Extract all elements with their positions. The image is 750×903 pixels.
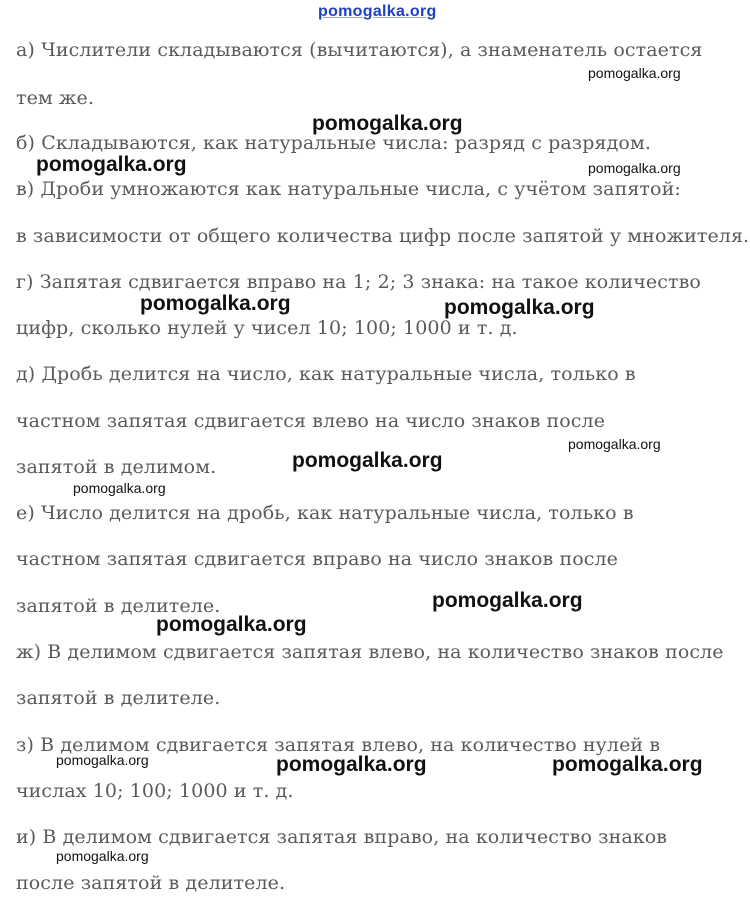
- watermark: pomogalka.org: [444, 296, 595, 319]
- watermark: pomogalka.org: [156, 613, 307, 636]
- answer-line-z1: з) В делимом сдвигается запятая влево, на количество нулей в: [16, 734, 661, 756]
- answer-line-e2: частном запятая сдвигается вправо на число знаков после: [16, 548, 619, 570]
- answer-line-d3: запятой в делимом.: [16, 456, 217, 478]
- watermark: pomogalka.org: [312, 112, 463, 135]
- site-header-link[interactable]: pomogalka.org: [318, 3, 437, 20]
- answer-line-a1: а) Числители складываются (вычитаются), а знаменатель остается: [16, 39, 703, 61]
- answer-line-v2: в зависимости от общего количества цифр после запятой у множителя.: [16, 225, 750, 247]
- answer-line-zh2: запятой в делителе.: [16, 687, 221, 709]
- watermark: pomogalka.org: [56, 752, 149, 768]
- answer-line-e1: е) Число делится на дробь, как натуральные числа, только в: [16, 502, 634, 524]
- answer-line-i2: после запятой в делителе.: [16, 872, 286, 894]
- answer-line-z2: числах 10; 100; 1000 и т. д.: [16, 780, 294, 802]
- watermark: pomogalka.org: [292, 449, 443, 472]
- watermark: pomogalka.org: [588, 160, 681, 176]
- answer-line-d2: частном запятая сдвигается влево на число знаков после: [16, 410, 606, 432]
- watermark: pomogalka.org: [73, 480, 166, 496]
- watermark: pomogalka.org: [140, 292, 291, 315]
- watermark: pomogalka.org: [552, 753, 703, 776]
- answer-line-b1: б) Складываются, как натуральные числа: разряд с разрядом.: [16, 132, 651, 154]
- answer-line-v1: в) Дроби умножаются как натуральные числа, с учётом запятой:: [16, 178, 681, 200]
- answer-line-g1: г) Запятая сдвигается вправо на 1; 2; 3 знака: на такое количество: [16, 271, 701, 293]
- watermark: pomogalka.org: [56, 848, 149, 864]
- answer-line-a2: тем же.: [16, 87, 95, 109]
- answer-line-g2: цифр, сколько нулей у чисел 10; 100; 1000 и т. д.: [16, 317, 518, 339]
- watermark: pomogalka.org: [276, 753, 427, 776]
- answer-line-d1: д) Дробь делится на число, как натуральные числа, только в: [16, 363, 636, 385]
- answer-line-e3: запятой в делителе.: [16, 595, 221, 617]
- answer-line-i1: и) В делимом сдвигается запятая вправо, на количество знаков: [16, 826, 668, 848]
- watermark: pomogalka.org: [588, 65, 681, 81]
- answer-line-zh1: ж) В делимом сдвигается запятая влево, на количество знаков после: [16, 641, 724, 663]
- watermark: pomogalka.org: [568, 436, 661, 452]
- watermark: pomogalka.org: [432, 589, 583, 612]
- watermark: pomogalka.org: [36, 153, 187, 176]
